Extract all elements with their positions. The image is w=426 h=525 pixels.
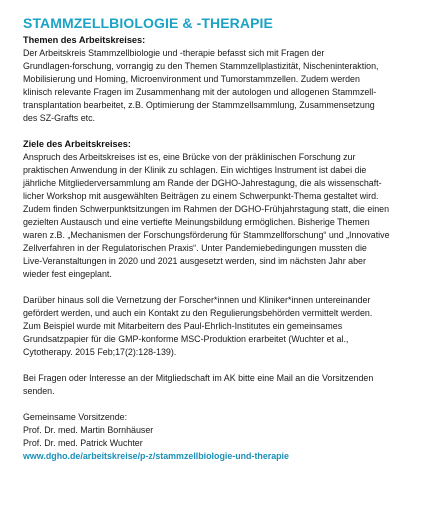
spacer (23, 281, 408, 294)
themes-paragraph: Der Arbeitskreis Stammzellbiologie und -therapie befasst sich mit Fragen der Grundlagen-forschung, vorrangig zu den Themen Stammzellplastizität, Nischeninteraktion, Mobilisierung und Homing, Microenvironment und Tumorstammzellen. Zudem werden klinisch relevante Fragen im Zusammenhang mit der autologen und allogenen Stammzell- transplantation bearbeitet, z.B. Optimierung der Stammzellsammlung, Zusammensetzung des SZ-Grafts etc. (23, 48, 379, 123)
document-page (23, 14, 408, 463)
chair-name-1: Prof. Dr. med. Martin Bornhäuser (23, 425, 154, 435)
spacer (23, 125, 408, 138)
spacer (23, 359, 408, 372)
themes-heading: Themen des Arbeitskreises: (23, 35, 146, 45)
chairs-label: Gemeinsame Vorsitzende: (23, 412, 128, 422)
goals-paragraph: Anspruch des Arbeitskreises ist es, eine Brücke von der präklinischen Forschung zur praktischen Anwendung in der Klinik zu schlagen. Ein wichtiges Instrument ist dabei die jährliche Mitgliederversammlung am Rande der DGHO-Jahrestagung, die als wissenschaft- licher Workshop mit ausgewählten Beiträgen zu einem Schwerpunkt-Thema gestaltet wird. Zudem finden Schwerpunktsitzungen im Rahmen der DGHO-Frühjahrstagung statt, die einen gezielten Austausch und eine vertiefte Meinungsbildung ermöglichen. Bisherige Themen waren z.B. „Mechanismen der Forschungsförderung für Stammzellforschung“ und „Innovative Zellverfahren in der Regulatorischen Praxis“. Unter Pandemiebedingungen mussten die Live-Veranstaltungen in 2020 und 2021 ausgesetzt werden, sind im nächsten Jahr aber wieder fest eingeplant. (23, 152, 390, 279)
contact-paragraph: Bei Fragen oder Interesse an der Mitgliedschaft im AK bitte eine Mail an die Vorsitzenden senden. (23, 373, 374, 396)
chair-name-2: Prof. Dr. med. Patrick Wuchter (23, 438, 143, 448)
goals-heading: Ziele des Arbeitskreises: (23, 139, 131, 149)
working-group-link[interactable]: www.dgho.de/arbeitskreise/p-z/stammzellbiologie-und-therapie (23, 451, 289, 461)
network-paragraph: Darüber hinaus soll die Vernetzung der Forscher*innen und Kliniker*innen untereinander gefördert werden, und auch ein Kontakt zu den Regulierungsbehörden vermittelt werden. Zum Beispiel wurde mit Mitarbeitern des Paul-Ehrlich-Institutes ein gemeinsames Grundsatzpapier für die GMP-konforme MSC-Produktion erarbeitet (Wuchter et al., Cytotherapy. 2015 Feb;17(2):128-139). (23, 295, 373, 357)
page-title: STAMMZELLBIOLOGIE & -THERAPIE (23, 15, 273, 31)
spacer (23, 398, 408, 411)
